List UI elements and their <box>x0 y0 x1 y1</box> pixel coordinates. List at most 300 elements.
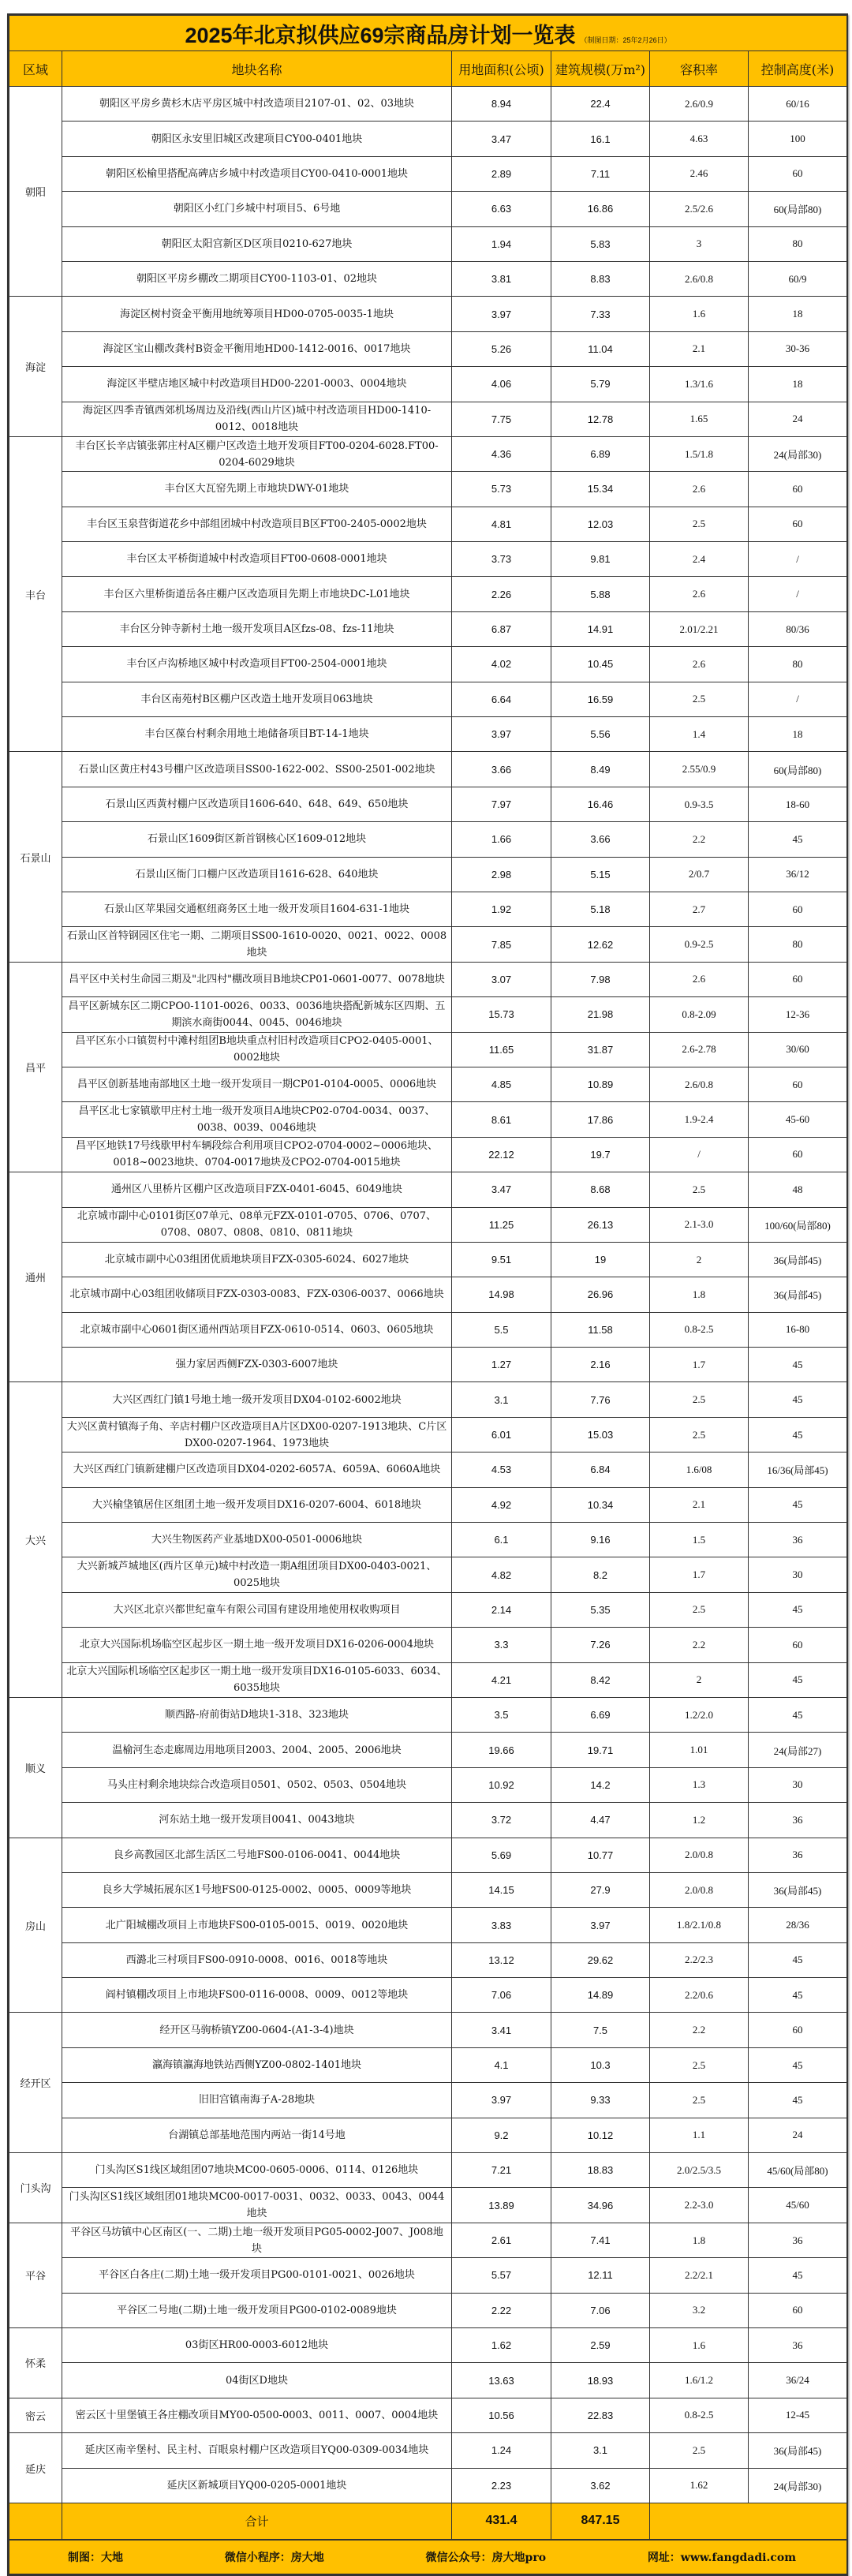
plot-name-cell: 丰台区长辛店镇张郭庄村A区棚户区改造土地开发项目FT00-0204-6028.FT00-0204-6029地块 <box>62 436 452 471</box>
table-row <box>9 997 847 1032</box>
floor-area-ratio-cell: 1.8/2.1/0.8 <box>650 1908 749 1942</box>
building-scale-cell: 6.89 <box>551 436 650 471</box>
land-area-cell: 4.81 <box>452 507 551 541</box>
col-header-height: 控制高度(米) <box>749 51 847 87</box>
floor-area-ratio-cell: 1.9-2.4 <box>650 1102 749 1137</box>
table-row <box>9 787 847 821</box>
height-limit-cell: 24(局部30) <box>749 2468 847 2503</box>
land-area-cell: 9.51 <box>452 1242 551 1277</box>
building-scale-cell: 6.69 <box>551 1697 650 1732</box>
floor-area-ratio-cell: 2.5 <box>650 682 749 716</box>
table-row <box>9 542 847 577</box>
building-scale-cell: 2.59 <box>551 2328 650 2363</box>
building-scale-cell: 18.83 <box>551 2153 650 2188</box>
building-scale-cell: 12.62 <box>551 927 650 962</box>
header-row <box>9 51 847 87</box>
district-cell: 门头沟 <box>9 2153 62 2223</box>
floor-area-ratio-cell: 0.9-2.5 <box>650 927 749 962</box>
building-scale-cell: 8.83 <box>551 261 650 296</box>
building-scale-cell: 2.16 <box>551 1348 650 1382</box>
district-cell: 通州 <box>9 1172 62 1382</box>
land-area-cell: 9.2 <box>452 2118 551 2152</box>
col-header-scale: 建筑规模(万m²) <box>551 51 650 87</box>
plot-name-cell: 阎村镇棚改项目上市地块FS00-0116-0008、0009、0012等地块 <box>62 1978 452 2013</box>
building-scale-cell: 7.76 <box>551 1382 650 1417</box>
floor-area-ratio-cell: 0.8-2.09 <box>650 997 749 1032</box>
plot-name-cell: 大兴区西红门镇1号地土地一级开发项目DX04-0102-6002地块 <box>62 1382 452 1417</box>
land-area-cell: 2.26 <box>452 577 551 611</box>
plot-name-cell: 平谷区白各庄(二期)土地一级开发项目PG00-0101-0021、0026地块 <box>62 2258 452 2293</box>
land-area-cell: 2.22 <box>452 2293 551 2327</box>
floor-area-ratio-cell: 1.6 <box>650 297 749 331</box>
land-area-cell: 6.63 <box>452 192 551 226</box>
title-text: 2025年北京拟供应69宗商品房计划一览表 <box>185 23 576 47</box>
height-limit-cell: 36(局部45) <box>749 1242 847 1277</box>
total-area: 431.4 <box>452 2503 551 2540</box>
height-limit-cell: 80 <box>749 226 847 261</box>
floor-area-ratio-cell: 2.46 <box>650 156 749 191</box>
height-limit-cell: 45/60 <box>749 2188 847 2223</box>
plot-name-cell: 顺西路-府前街站D地块1-318、323地块 <box>62 1697 452 1732</box>
height-limit-cell: 60 <box>749 472 847 507</box>
building-scale-cell: 6.84 <box>551 1453 650 1487</box>
height-limit-cell: 80 <box>749 927 847 962</box>
building-scale-cell: 15.34 <box>551 472 650 507</box>
table-row <box>9 261 847 296</box>
plot-name-cell: 强力家居西侧FZX-0303-6007地块 <box>62 1348 452 1382</box>
floor-area-ratio-cell: 1.1 <box>650 2118 749 2152</box>
district-cell: 延庆 <box>9 2433 62 2503</box>
height-limit-cell: 60 <box>749 2013 847 2047</box>
height-limit-cell: 60/16 <box>749 87 847 122</box>
footer-row <box>9 2540 847 2574</box>
building-scale-cell: 29.62 <box>551 1942 650 1977</box>
plot-name-cell: 大兴区北京兴都世纪童车有限公司国有建设用地使用权收购项目 <box>62 1592 452 1627</box>
table-row <box>9 927 847 962</box>
floor-area-ratio-cell: 2.55/0.9 <box>650 752 749 787</box>
building-scale-cell: 10.45 <box>551 647 650 682</box>
floor-area-ratio-cell: 2.5 <box>650 1592 749 1627</box>
table-row <box>9 402 847 436</box>
table-row <box>9 857 847 892</box>
plot-name-cell: 朝阳区永安里旧城区改建项目CY00-0401地块 <box>62 122 452 156</box>
plot-name-cell: 平谷区二号地(二期)土地一级开发项目PG00-0102-0089地块 <box>62 2293 452 2327</box>
height-limit-cell: 45 <box>749 1417 847 1452</box>
height-limit-cell: 45 <box>749 1348 847 1382</box>
table-body <box>9 87 847 2503</box>
district-cell: 昌平 <box>9 962 62 1172</box>
height-limit-cell: 18 <box>749 717 847 752</box>
floor-area-ratio-cell: 3.2 <box>650 2293 749 2327</box>
table-row <box>9 297 847 331</box>
land-area-cell: 1.62 <box>452 2328 551 2363</box>
land-area-cell: 8.61 <box>452 1102 551 1137</box>
building-scale-cell: 27.9 <box>551 1872 650 1907</box>
plot-name-cell: 石景山区苹果园交通枢纽商务区土地一级开发项目1604-631-1地块 <box>62 892 452 926</box>
land-area-cell: 3.97 <box>452 297 551 331</box>
land-area-cell: 5.73 <box>452 472 551 507</box>
building-scale-cell: 34.96 <box>551 2188 650 2223</box>
floor-area-ratio-cell: 2.5 <box>650 507 749 541</box>
floor-area-ratio-cell: 0.8-2.5 <box>650 1312 749 1347</box>
plot-name-cell: 丰台区分钟寺新村土地一级开发项目A区fzs-08、fzs-11地块 <box>62 611 452 646</box>
land-area-cell: 2.89 <box>452 156 551 191</box>
height-limit-cell: 45-60 <box>749 1102 847 1137</box>
building-scale-cell: 16.59 <box>551 682 650 716</box>
table-row <box>9 507 847 541</box>
total-empty-cell <box>9 2503 62 2540</box>
land-area-cell: 4.53 <box>452 1453 551 1487</box>
table-row <box>9 472 847 507</box>
height-limit-cell: 48 <box>749 1172 847 1207</box>
footer-official-account: 微信公众号：房大地pro <box>425 2551 547 2564</box>
footer-website-link[interactable]: 网址：www.fangdadi.com <box>647 2551 797 2564</box>
floor-area-ratio-cell: 2.6 <box>650 577 749 611</box>
building-scale-cell: 7.33 <box>551 297 650 331</box>
total-label: 合计 <box>62 2503 452 2540</box>
plot-name-cell: 海淀区半壁店地区城中村改造项目HD00-2201-0003、0004地块 <box>62 367 452 402</box>
floor-area-ratio-cell: 2.5 <box>650 2433 749 2468</box>
land-area-cell: 10.56 <box>452 2398 551 2432</box>
height-limit-cell: 30 <box>749 1557 847 1592</box>
floor-area-ratio-cell: 2.2-3.0 <box>650 2188 749 2223</box>
table-row <box>9 2118 847 2152</box>
total-scale: 847.15 <box>551 2503 650 2540</box>
floor-area-ratio-cell: 2.7 <box>650 892 749 926</box>
table-row <box>9 2083 847 2118</box>
height-limit-cell: 45 <box>749 822 847 857</box>
land-area-cell: 2.98 <box>452 857 551 892</box>
land-area-cell: 4.02 <box>452 647 551 682</box>
height-limit-cell: / <box>749 542 847 577</box>
col-header-district: 区域 <box>9 51 62 87</box>
building-scale-cell: 4.47 <box>551 1803 650 1838</box>
floor-area-ratio-cell: 1.7 <box>650 1557 749 1592</box>
floor-area-ratio-cell: 2.1 <box>650 331 749 366</box>
height-limit-cell: 18-60 <box>749 787 847 821</box>
col-header-far: 容积率 <box>650 51 749 87</box>
footer-cell <box>9 2540 847 2574</box>
plot-name-cell: 旧旧宫镇南海子A-28地块 <box>62 2083 452 2118</box>
building-scale-cell: 14.91 <box>551 611 650 646</box>
land-area-cell: 3.3 <box>452 1628 551 1662</box>
height-limit-cell: 45 <box>749 1592 847 1627</box>
building-scale-cell: 8.42 <box>551 1662 650 1697</box>
land-area-cell: 1.27 <box>452 1348 551 1382</box>
building-scale-cell: 15.03 <box>551 1417 650 1452</box>
floor-area-ratio-cell: 2.0/0.8 <box>650 1872 749 1907</box>
building-scale-cell: 9.33 <box>551 2083 650 2118</box>
land-area-cell: 10.92 <box>452 1767 551 1802</box>
floor-area-ratio-cell: 2.6 <box>650 647 749 682</box>
table-row <box>9 1557 847 1592</box>
land-area-cell: 1.92 <box>452 892 551 926</box>
plot-name-cell: 04街区D地块 <box>62 2363 452 2398</box>
height-limit-cell: 60 <box>749 507 847 541</box>
height-limit-cell: 100/60(局部80) <box>749 1207 847 1242</box>
land-area-cell: 13.89 <box>452 2188 551 2223</box>
building-scale-cell: 8.2 <box>551 1557 650 1592</box>
table-row <box>9 1942 847 1977</box>
table-row <box>9 962 847 996</box>
land-area-cell: 2.61 <box>452 2223 551 2257</box>
table-row <box>9 1032 847 1067</box>
building-scale-cell: 10.34 <box>551 1487 650 1522</box>
plot-name-cell: 北京城市副中心0601街区通州西站项目FZX-0610-0514、0603、0605地块 <box>62 1312 452 1347</box>
height-limit-cell: 36(局部45) <box>749 1277 847 1312</box>
plot-name-cell: 门头沟区S1线区域组团01地块MC00-0017-0031、0032、0033、0043、0044地块 <box>62 2188 452 2223</box>
plot-name-cell: 密云区十里堡镇王各庄棚改项目MY00-0500-0003、0011、0007、0004地块 <box>62 2398 452 2432</box>
plot-name-cell: 大兴生物医药产业基地DX00-0501-0006地块 <box>62 1523 452 1557</box>
land-area-cell: 19.66 <box>452 1733 551 1767</box>
height-limit-cell: 28/36 <box>749 1908 847 1942</box>
plot-name-cell: 大兴新城芦城地区(西片区单元)城中村改造一期A组团项目DX00-0403-0021、0025地块 <box>62 1557 452 1592</box>
land-supply-table-sheet <box>7 13 848 2576</box>
building-scale-cell: 5.35 <box>551 1592 650 1627</box>
plot-name-cell: 良乡大学城拓展东区1号地FS00-0125-0002、0005、0009等地块 <box>62 1872 452 1907</box>
plot-name-cell: 大兴榆垡镇居住区组团土地一级开发项目DX16-0207-6004、6018地块 <box>62 1487 452 1522</box>
height-limit-cell: 30 <box>749 1767 847 1802</box>
floor-area-ratio-cell: 1.8 <box>650 1277 749 1312</box>
height-limit-cell: 60/9 <box>749 261 847 296</box>
height-limit-cell: 24(局部30) <box>749 436 847 471</box>
height-limit-cell: 36(局部45) <box>749 2433 847 2468</box>
building-scale-cell: 10.89 <box>551 1067 650 1101</box>
plot-name-cell: 昌平区中关村生命园三期及"北四村"棚改项目B地块CP01-0601-0077、0078地块 <box>62 962 452 996</box>
table-row <box>9 1978 847 2013</box>
plot-name-cell: 延庆区南辛堡村、民主村、百眼泉村棚户区改造项目YQ00-0309-0034地块 <box>62 2433 452 2468</box>
land-area-cell: 4.85 <box>452 1067 551 1101</box>
floor-area-ratio-cell: / <box>650 1137 749 1172</box>
floor-area-ratio-cell: 0.8-2.5 <box>650 2398 749 2432</box>
land-area-cell: 3.72 <box>452 1803 551 1838</box>
table-row <box>9 1523 847 1557</box>
land-area-cell: 7.21 <box>452 2153 551 2188</box>
table-row <box>9 1697 847 1732</box>
floor-area-ratio-cell: 2.01/2.21 <box>650 611 749 646</box>
floor-area-ratio-cell: 1.8 <box>650 2223 749 2257</box>
table-row <box>9 1872 847 1907</box>
land-area-cell: 2.14 <box>452 1592 551 1627</box>
land-area-cell: 11.65 <box>452 1032 551 1067</box>
floor-area-ratio-cell: 1.5 <box>650 1523 749 1557</box>
plot-name-cell: 丰台区卢沟桥地区城中村改造项目FT00-2504-0001地块 <box>62 647 452 682</box>
table-row <box>9 1803 847 1838</box>
height-limit-cell: 45 <box>749 1487 847 1522</box>
table-row <box>9 611 847 646</box>
floor-area-ratio-cell: 1.62 <box>650 2468 749 2503</box>
land-area-cell: 4.36 <box>452 436 551 471</box>
floor-area-ratio-cell: 2.6-2.78 <box>650 1032 749 1067</box>
plot-name-cell: 海淀区树村资金平衡用地统筹项目HD00-0705-0035-1地块 <box>62 297 452 331</box>
building-scale-cell: 12.03 <box>551 507 650 541</box>
plot-name-cell: 西潞北三村项目FS00-0910-0008、0016、0018等地块 <box>62 1942 452 1977</box>
building-scale-cell: 10.12 <box>551 2118 650 2152</box>
plot-name-cell: 昌平区创新基地南部地区土地一级开发项目一期CP01-0104-0005、0006地块 <box>62 1067 452 1101</box>
floor-area-ratio-cell: 2.2 <box>650 822 749 857</box>
height-limit-cell: 60 <box>749 1137 847 1172</box>
floor-area-ratio-cell: 2.6/0.9 <box>650 87 749 122</box>
floor-area-ratio-cell: 2.0/2.5/3.5 <box>650 2153 749 2188</box>
land-area-cell: 13.63 <box>452 2363 551 2398</box>
plot-name-cell: 丰台区玉泉营街道花乡中部组团城中村改造项目B区FT00-2405-0002地块 <box>62 507 452 541</box>
col-header-name: 地块名称 <box>62 51 452 87</box>
height-limit-cell: 16-80 <box>749 1312 847 1347</box>
table-row <box>9 647 847 682</box>
building-scale-cell: 19.7 <box>551 1137 650 1172</box>
land-area-cell: 3.81 <box>452 261 551 296</box>
height-limit-cell: / <box>749 682 847 716</box>
building-scale-cell: 11.04 <box>551 331 650 366</box>
land-area-cell: 4.1 <box>452 2047 551 2082</box>
land-area-cell: 3.66 <box>452 752 551 787</box>
building-scale-cell: 5.18 <box>551 892 650 926</box>
plot-name-cell: 石景山区西黄村棚户区改造项目1606-640、648、649、650地块 <box>62 787 452 821</box>
plot-name-cell: 石景山区1609街区新首钢核心区1609-012地块 <box>62 822 452 857</box>
height-limit-cell: 16/36(局部45) <box>749 1453 847 1487</box>
district-cell: 密云 <box>9 2398 62 2432</box>
height-limit-cell: 24 <box>749 402 847 436</box>
plot-name-cell: 大兴区黄村镇海子角、辛店村棚户区改造项目A片区DX00-0207-1913地块、C片区DX00-0207-1964、1973地块 <box>62 1417 452 1452</box>
table-row <box>9 1487 847 1522</box>
floor-area-ratio-cell: 2.0/0.8 <box>650 1838 749 1872</box>
floor-area-ratio-cell: 1.7 <box>650 1348 749 1382</box>
table-row <box>9 1662 847 1697</box>
plot-name-cell: 丰台区大瓦窑先期上市地块DWY-01地块 <box>62 472 452 507</box>
table-row <box>9 1733 847 1767</box>
height-limit-cell: 18 <box>749 367 847 402</box>
plot-name-cell: 瀛海镇瀛海地铁站西侧YZ00-0802-1401地块 <box>62 2047 452 2082</box>
building-scale-cell: 21.98 <box>551 997 650 1032</box>
table-row <box>9 1207 847 1242</box>
land-area-cell: 7.85 <box>452 927 551 962</box>
height-limit-cell: / <box>749 577 847 611</box>
height-limit-cell: 36 <box>749 1838 847 1872</box>
table-row <box>9 2433 847 2468</box>
plot-name-cell: 丰台区六里桥街道岳各庄棚户区改造项目先期上市地块DC-L01地块 <box>62 577 452 611</box>
table-title <box>9 16 847 51</box>
land-area-cell: 3.1 <box>452 1382 551 1417</box>
plot-name-cell: 朝阳区松榆里搭配高碑店乡城中村改造项目CY00-0410-0001地块 <box>62 156 452 191</box>
height-limit-cell: 60 <box>749 156 847 191</box>
land-area-cell: 3.83 <box>452 1908 551 1942</box>
land-area-cell: 8.94 <box>452 87 551 122</box>
table-row <box>9 717 847 752</box>
plot-name-cell: 北京大兴国际机场临空区起步区一期土地一级开发项目DX16-0105-6033、6034、6035地块 <box>62 1662 452 1697</box>
building-scale-cell: 7.41 <box>551 2223 650 2257</box>
building-scale-cell: 7.5 <box>551 2013 650 2047</box>
plot-name-cell: 北广阳城棚改项目上市地块FS00-0105-0015、0019、0020地块 <box>62 1908 452 1942</box>
plot-name-cell: 延庆区新城项目YQ00-0205-0001地块 <box>62 2468 452 2503</box>
land-supply-table <box>9 15 847 2574</box>
table-row <box>9 2468 847 2503</box>
land-area-cell: 1.66 <box>452 822 551 857</box>
floor-area-ratio-cell: 1.3/1.6 <box>650 367 749 402</box>
height-limit-cell: 36 <box>749 1803 847 1838</box>
total-row <box>9 2503 847 2540</box>
district-cell: 顺义 <box>9 1697 62 1838</box>
district-cell: 石景山 <box>9 752 62 962</box>
building-scale-cell: 10.3 <box>551 2047 650 2082</box>
height-limit-cell: 30/60 <box>749 1032 847 1067</box>
floor-area-ratio-cell: 1.01 <box>650 1733 749 1767</box>
building-scale-cell: 12.11 <box>551 2258 650 2293</box>
building-scale-cell: 7.98 <box>551 962 650 996</box>
table-row <box>9 1838 847 1872</box>
floor-area-ratio-cell: 1.2 <box>650 1803 749 1838</box>
plot-name-cell: 03街区HR00-0003-6012地块 <box>62 2328 452 2363</box>
table-row <box>9 2328 847 2363</box>
building-scale-cell: 11.58 <box>551 1312 650 1347</box>
floor-area-ratio-cell: 3 <box>650 226 749 261</box>
table-row <box>9 1102 847 1137</box>
floor-area-ratio-cell: 2.1-3.0 <box>650 1207 749 1242</box>
building-scale-cell: 7.06 <box>551 2293 650 2327</box>
floor-area-ratio-cell: 0.9-3.5 <box>650 787 749 821</box>
table-row <box>9 1592 847 1627</box>
building-scale-cell: 3.62 <box>551 2468 650 2503</box>
floor-area-ratio-cell: 1.3 <box>650 1767 749 1802</box>
table-row <box>9 1767 847 1802</box>
title-row <box>9 16 847 51</box>
land-area-cell: 5.26 <box>452 331 551 366</box>
table-row <box>9 1312 847 1347</box>
table-row <box>9 2293 847 2327</box>
building-scale-cell: 22.4 <box>551 87 650 122</box>
land-area-cell: 7.75 <box>452 402 551 436</box>
building-scale-cell: 5.83 <box>551 226 650 261</box>
height-limit-cell: 80/36 <box>749 611 847 646</box>
district-cell: 丰台 <box>9 436 62 752</box>
land-area-cell: 6.1 <box>452 1523 551 1557</box>
height-limit-cell: 60 <box>749 1067 847 1101</box>
building-scale-cell: 26.96 <box>551 1277 650 1312</box>
floor-area-ratio-cell: 1.6 <box>650 2328 749 2363</box>
plot-name-cell: 海淀区四季青镇西郊机场周边及沿线(西山片区)城中村改造项目HD00-1410-0012、0018地块 <box>62 402 452 436</box>
table-row <box>9 1067 847 1101</box>
building-scale-cell: 3.97 <box>551 1908 650 1942</box>
floor-area-ratio-cell: 2.5 <box>650 2083 749 2118</box>
plot-name-cell: 平谷区马坊镇中心区南区(一、二期)土地一级开发项目PG05-0002-J007、J008地块 <box>62 2223 452 2257</box>
floor-area-ratio-cell: 2.5 <box>650 2047 749 2082</box>
table-row <box>9 2013 847 2047</box>
table-row <box>9 436 847 471</box>
table-row <box>9 192 847 226</box>
building-scale-cell: 16.46 <box>551 787 650 821</box>
building-scale-cell: 9.16 <box>551 1523 650 1557</box>
floor-area-ratio-cell: 2.2 <box>650 2013 749 2047</box>
table-row <box>9 331 847 366</box>
height-limit-cell: 36(局部45) <box>749 1872 847 1907</box>
land-area-cell: 6.01 <box>452 1417 551 1452</box>
plot-name-cell: 朝阳区太阳宫新区D区项目0210-627地块 <box>62 226 452 261</box>
district-cell: 平谷 <box>9 2223 62 2327</box>
floor-area-ratio-cell: 2.6/0.8 <box>650 261 749 296</box>
plot-name-cell: 大兴区西红门镇新建棚户区改造项目DX04-0202-6057A、6059A、6060A地块 <box>62 1453 452 1487</box>
footer-credits <box>13 2549 843 2565</box>
building-scale-cell: 10.77 <box>551 1838 650 1872</box>
building-scale-cell: 8.68 <box>551 1172 650 1207</box>
height-limit-cell: 45 <box>749 1697 847 1732</box>
floor-area-ratio-cell: 2.6/0.8 <box>650 1067 749 1101</box>
building-scale-cell: 5.88 <box>551 577 650 611</box>
height-limit-cell: 45 <box>749 1662 847 1697</box>
plot-name-cell: 朝阳区小红门乡城中村项目5、6号地 <box>62 192 452 226</box>
land-area-cell: 3.5 <box>452 1697 551 1732</box>
plot-name-cell: 温榆河生态走廊周边用地项目2003、2004、2005、2006地块 <box>62 1733 452 1767</box>
building-scale-cell: 19 <box>551 1242 650 1277</box>
table-row <box>9 1417 847 1452</box>
